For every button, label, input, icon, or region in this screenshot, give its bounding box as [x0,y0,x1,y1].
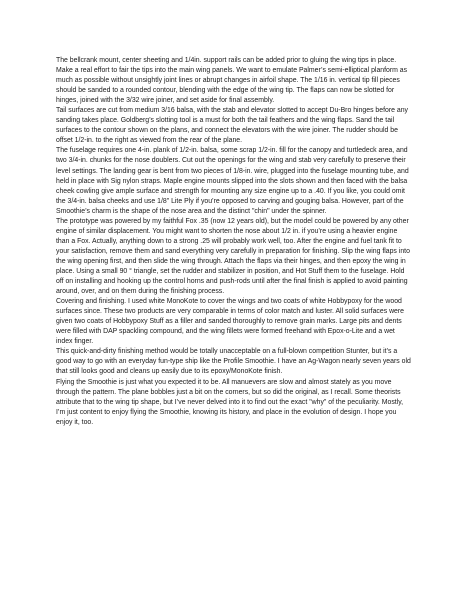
document-page [56,56,412,428]
paragraph-wing-tips: The bellcrank mount, center sheeting and 1/4in. support rails can be added prior to gluing the wing tips in place. Make a real effort to fair the tips into the main wing panels. We want to emulate Palmer’s semi-elliptical planform as much as possible without unsightly joint lines or abrupt changes in airfoil shape. The 1/16 in. vertical tip fill pieces should be sanded to a rounded contour, blending with the edge of the wing tip. The flaps can now be slotted for hinges, joined with the 3/32 wire joiner, and set aside for final assembly. [56,57,408,105]
paragraph-flying: Flying the Smoothie is just what you expected it to be. All manuevers are slow and almost stately as you move through the pattern. The plane bobbles just a bit on the corners, but so did the original, as I recall. Some theorists attribute that to the wing tip shape, but I’ve never delved into it to find out the exact "why" of the peculiarity. Mostly, I’m just content to enjoy flying the Smoothie, knowing its history, and place in the evolution of design. I hope you enjoy it, too. [56,378,404,426]
paragraph-prototype-engine: The prototype was powered by my faithful Fox .35 (now 12 years old), but the model could be powered by any other engine of similar displacement. You might want to shorten the nose about 1/2 in. if you’re using a heavier engine than a Fox. Actually, anything down to a strong .25 will probably work well, too. After the engine and fuel tank fit to your satisfaction, remove them and sand everything very carefully in preparation for finishing. Slip the wing flaps into the wing opening first, and then slide the wing through. Attach the flaps via their hinges, and then epoxy the wing in place. Using a small 90 ° triangle, set the rudder and stabilizer in position, and Hot Stuff them to the fuselage. Hold off on installing and hooking up the control horns and push-rods until after the final finish is applied to avoid painting around, over, and on them during the finishing process. [56,217,410,296]
paragraph-covering-finishing: Covering and finishing. I used white MonoKote to cover the wings and two coats of white Hobbypoxy for the wood surfaces since. These two products are very comparable in terms of color match and luster. All solid surfaces were given two coats of Hobbypoxy Stuff as a filler and sanded thoroughly to remove grain marks. Large pits and dents were filled with DAP spackling compound, and the wing fillets were formed freehand with Epox-o-Lite and a wet index finger. [56,298,405,346]
paragraph-finishing-method: This quick-and-dirty finishing method would be totally unacceptable on a full-blown competition Stunter, but it’s a good way to go with an everyday fun-type ship like the Profile Smoothie. I have an Ag-Wagon nearly seven years old that still looks good and cleans up easily due to its epoxy/MonoKote finish. [56,348,411,376]
paragraph-fuselage: The fuselage requires one 4-in. plank of 1/2-in. balsa, some scrap 1/2-in. fill for the canopy and turtledeck area, and two 3/4-in. chunks for the nose doublers. Cut out the openings for the wing and stab very carefully to preserve their level settings. The landing gear is bent from two pieces of 1/8-in. wire, plugged into the fuselage mounting tube, and held in place with Sig nylon straps. Maple engine mounts slipped into the slots shown and then faced with the balsa cheek cowling give ample surface and strength for mounting any size engine up to a .40. If you like, you could omit the 3/4-in. balsa cheeks and use 1/8" Lite Ply if you’re opposed to carving and gouging balsa. However, part of the Smoothie’s charm is the shape of the nose area and the distinct "chin" under the spinner. [56,147,409,215]
paragraph-tail-surfaces: Tail surfaces are cut from medium 3/16 balsa, with the stab and elevator slotted to accept Du-Bro hinges before any sanding takes place. Goldberg’s slotting tool is a must for both the tail feathers and the wing flaps. Sand the tail surfaces to the contour shown on the plans, and connect the elevators with the wire joiner. The rudder should be offset 1/2-in. to the right as viewed from the rear of the plane. [56,107,408,145]
